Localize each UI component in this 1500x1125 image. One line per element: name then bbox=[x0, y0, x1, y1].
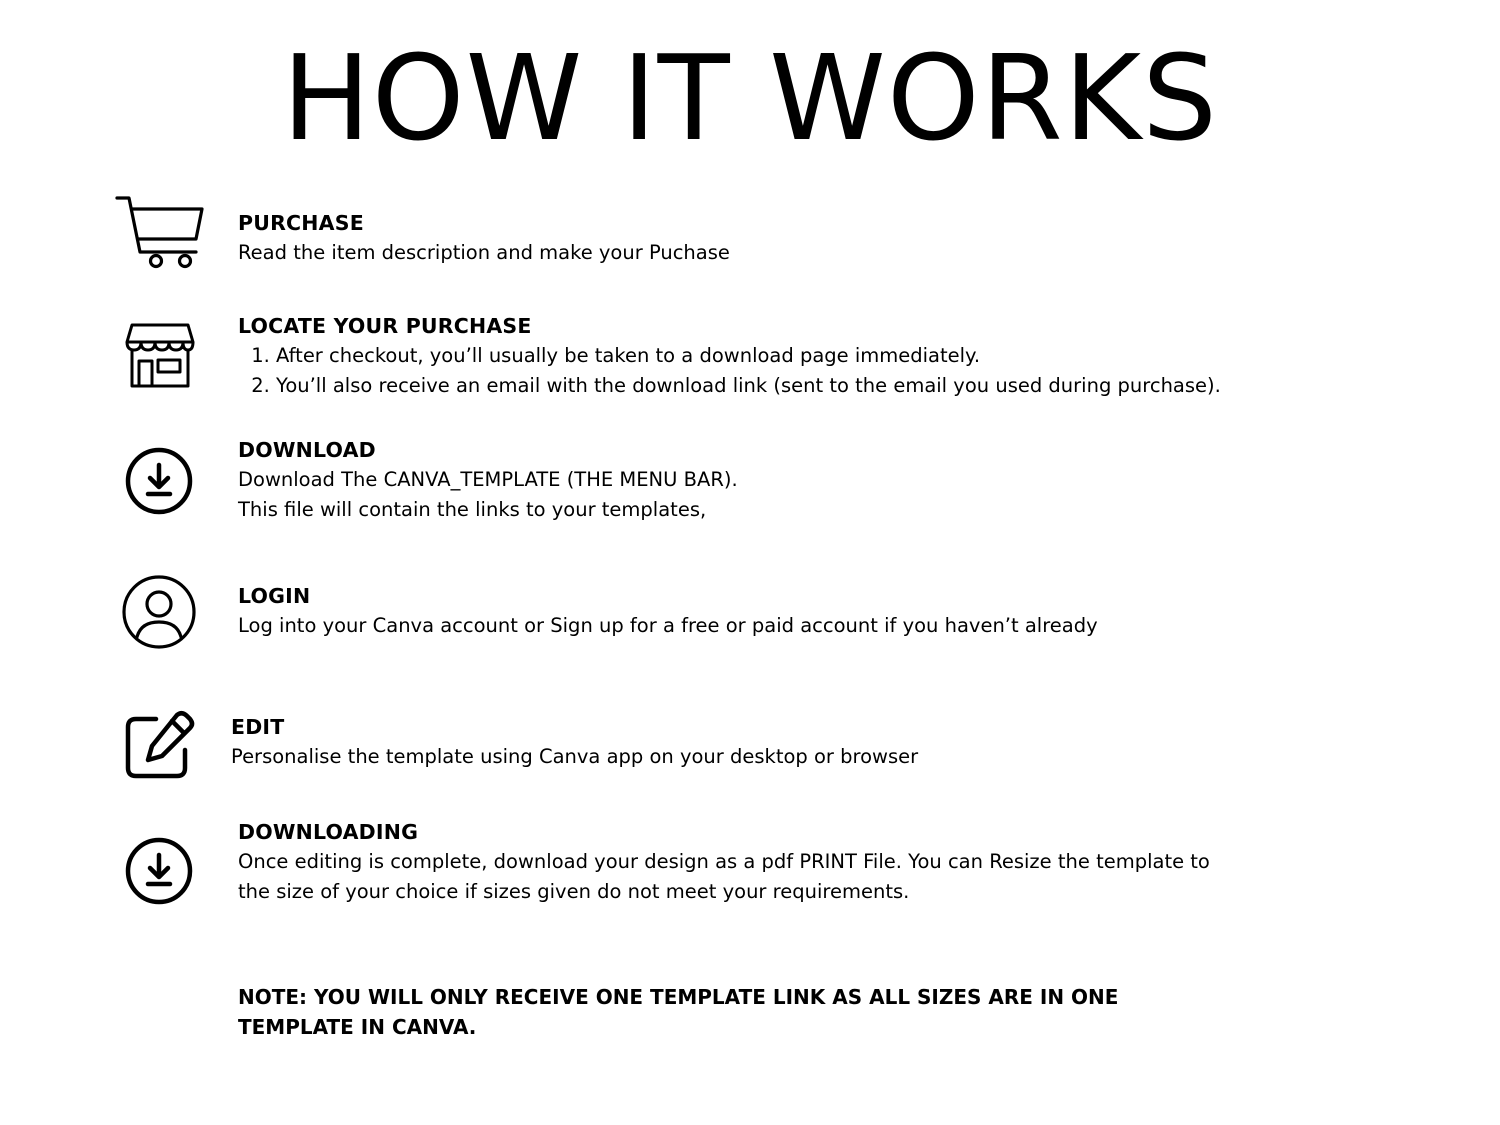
step-text: Read the item description and make your Puchase bbox=[238, 241, 730, 264]
download-circle-icon bbox=[124, 446, 194, 516]
step-text: This file will contain the links to your templates, bbox=[238, 498, 707, 521]
step-purchase bbox=[238, 208, 1268, 268]
user-circle-icon bbox=[121, 574, 197, 650]
step-locate-purchase bbox=[238, 311, 1268, 401]
step-title: PURCHASE bbox=[238, 211, 364, 235]
edit-pencil-icon bbox=[124, 710, 196, 780]
step-text: Once editing is complete, download your design as a pdf PRINT File. You can Resize the template to bbox=[238, 850, 1210, 873]
step-title: LOGIN bbox=[238, 584, 311, 608]
step-title: LOCATE YOUR PURCHASE bbox=[238, 314, 532, 338]
step-title: DOWNLOADING bbox=[238, 820, 419, 844]
step-text: Download The CANVA_TEMPLATE (THE MENU BAR). bbox=[238, 468, 738, 491]
storefront-icon bbox=[124, 322, 196, 390]
step-edit bbox=[231, 712, 1261, 772]
page-title: HOW IT WORKS bbox=[281, 29, 1218, 167]
note-text: NOTE: YOU WILL ONLY RECEIVE ONE TEMPLATE LINK AS ALL SIZES ARE IN ONE TEMPLATE IN CANVA. bbox=[238, 985, 1119, 1039]
step-downloading bbox=[238, 817, 1268, 907]
step-text: the size of your choice if sizes given do not meet your requirements. bbox=[238, 880, 910, 903]
list-item: 2. You’ll also receive an email with the download link (sent to the email you used during purchase). bbox=[276, 371, 1268, 401]
download-circle-icon bbox=[124, 836, 194, 906]
step-text: Log into your Canva account or Sign up for a free or paid account if you haven’t already bbox=[238, 614, 1098, 637]
step-login bbox=[238, 581, 1268, 641]
step-text: Personalise the template using Canva app on your desktop or browser bbox=[231, 745, 919, 768]
step-title: DOWNLOAD bbox=[238, 438, 376, 462]
step-download bbox=[238, 435, 1268, 525]
step-list bbox=[238, 341, 1268, 401]
list-item: 1. After checkout, you’ll usually be taken to a download page immediately. bbox=[276, 341, 1268, 371]
shopping-cart-icon bbox=[114, 194, 208, 270]
step-title: EDIT bbox=[231, 715, 285, 739]
